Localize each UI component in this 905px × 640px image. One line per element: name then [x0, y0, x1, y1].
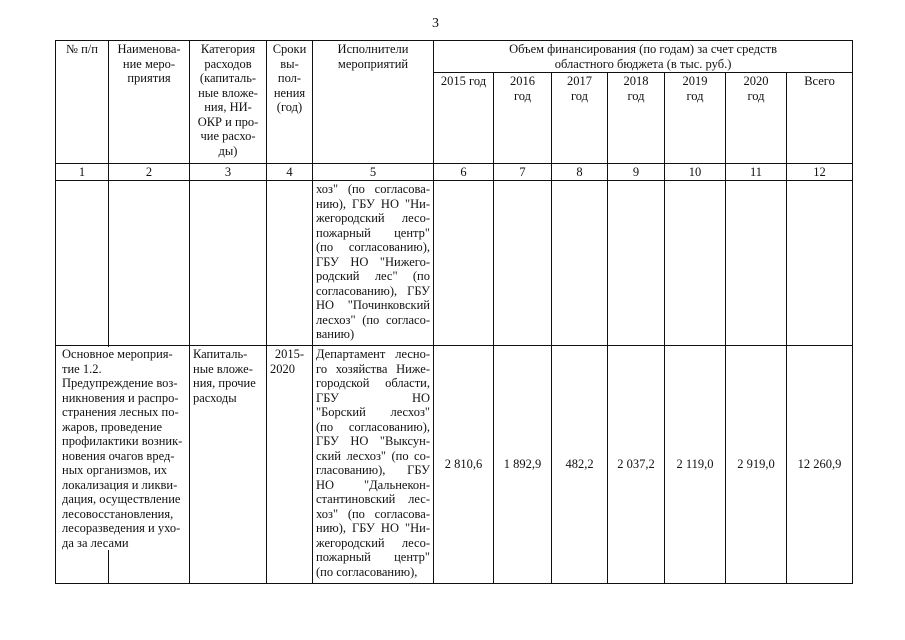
text-line: никновения и распро-	[62, 390, 179, 405]
text-line: стантиновский лес-	[316, 492, 430, 506]
column-index: 12	[787, 164, 853, 181]
value-2017: 482,2	[552, 346, 608, 584]
header-category: Категория расходов (капиталь- ные вложе- ния, НИ- ОКР и про- чие расхо- ды)	[190, 41, 267, 164]
funding-table	[55, 40, 853, 584]
text-line: ния, прочие	[193, 376, 256, 390]
text-line: 2015-	[274, 347, 305, 361]
column-index: 5	[313, 164, 434, 181]
value-2019: 2 119,0	[665, 346, 726, 584]
cell-empty	[552, 181, 608, 346]
column-index: 3	[190, 164, 267, 181]
text-line: жегородский лесо-	[316, 211, 430, 225]
table-row-main	[56, 346, 853, 584]
header-name: Наименова- ние меро- приятия	[109, 41, 190, 164]
execution-period	[267, 346, 313, 584]
column-index: 6	[434, 164, 494, 181]
text-line: гласованию), ГБУ	[316, 463, 430, 477]
text-line: расходы	[193, 390, 237, 405]
cell-empty	[434, 181, 494, 346]
header-year-2015: 2015 год	[434, 73, 494, 164]
text-line: профилактики возник-	[62, 434, 183, 448]
cell-empty	[787, 181, 853, 346]
column-index: 2	[109, 164, 190, 181]
text-line: хоз" (по согласова-	[316, 182, 430, 196]
cell-empty	[665, 181, 726, 346]
text-line: лесовосстановления,	[62, 506, 174, 521]
text-line: ГБУ НО	[316, 390, 430, 405]
text-line: Департамент лесно-	[316, 347, 430, 361]
column-index: 9	[608, 164, 665, 181]
text-line: хоз" (по согласова-	[316, 506, 430, 521]
text-line: го хозяйства Ниже-	[316, 361, 430, 376]
text-line: ГБУ НО "Нижего-	[316, 254, 430, 269]
column-index: 1	[56, 164, 109, 181]
text-line: "Борский лесхоз"	[316, 405, 430, 419]
text-line: да за лесами	[62, 535, 129, 550]
header-total: Всего	[787, 73, 853, 164]
text-line: тие 1.2.	[62, 361, 102, 376]
text-line: (по согласованию),	[316, 564, 418, 579]
text-line: жаров, проведение	[62, 419, 163, 434]
text-line: локализация и ликви-	[62, 477, 178, 492]
value-total: 12 260,9	[787, 346, 853, 584]
column-index-row	[56, 164, 853, 181]
text-line: НО "Починковский	[316, 298, 430, 312]
header-period: Сроки вы- пол- нения (год)	[267, 41, 313, 164]
text-line: родский лес" (по	[316, 269, 430, 283]
value-2016: 1 892,9	[494, 346, 552, 584]
header-year-2019: 2019 год	[665, 73, 726, 164]
text-line: НО "Дальнекон-	[316, 477, 430, 492]
cell-empty	[726, 181, 787, 346]
page-number: 3	[432, 16, 439, 31]
executors-continuation	[313, 181, 434, 346]
header-year-2016: 2016 год	[494, 73, 552, 164]
column-index: 11	[726, 164, 787, 181]
text-line: пожарный центр"	[316, 550, 430, 564]
cell-empty	[494, 181, 552, 346]
cell-empty	[109, 181, 190, 346]
table-row-continuation	[56, 181, 853, 346]
cell-empty	[608, 181, 665, 346]
text-line: ные вложе-	[193, 361, 253, 376]
activity-name	[62, 346, 190, 584]
text-line: ных организмов, их	[62, 463, 168, 477]
text-line: ГБУ НО "Выксун-	[316, 434, 430, 448]
header-funding: Объем финансирования (по годам) за счет средств областного бюджета (в тыс. руб.)	[434, 41, 853, 73]
text-line: Основное мероприя-	[62, 347, 173, 361]
text-line: (по согласованию),	[316, 419, 430, 434]
cell-empty	[190, 181, 267, 346]
text-line: ванию)	[316, 327, 355, 341]
executors-main	[313, 346, 434, 584]
header-row-1	[56, 41, 853, 73]
value-2020: 2 919,0	[726, 346, 787, 584]
text-line: Капиталь-	[193, 347, 248, 361]
header-year-2017: 2017 год	[552, 73, 608, 164]
text-line: городской области,	[316, 376, 430, 390]
cell-empty	[56, 181, 109, 346]
text-line: согласованию), ГБУ	[316, 283, 430, 298]
text-line: нию), ГБУ НО "Ни-	[316, 521, 430, 535]
header-year-2020: 2020 год	[726, 73, 787, 164]
header-number: № п/п	[56, 41, 109, 164]
header-executors: Исполнители мероприятий	[313, 41, 434, 164]
cell-empty	[267, 181, 313, 346]
text-line: (по согласованию),	[316, 240, 430, 254]
text-line: новения очагов вред-	[62, 448, 175, 463]
text-line: нию), ГБУ НО "Ни-	[316, 196, 430, 211]
text-line: жегородский лесо-	[316, 535, 430, 550]
column-index: 7	[494, 164, 552, 181]
text-line: 2020	[270, 361, 295, 376]
value-2015: 2 810,6	[434, 346, 494, 584]
text-line: пожарный центр"	[316, 225, 430, 240]
text-line: лесоразведения и ухо-	[62, 521, 181, 535]
header-year-2018: 2018 год	[608, 73, 665, 164]
text-line: ский лесхоз" (по со-	[316, 448, 430, 463]
column-index: 10	[665, 164, 726, 181]
value-2018: 2 037,2	[608, 346, 665, 584]
column-index: 4	[267, 164, 313, 181]
expense-category	[190, 346, 267, 584]
text-line: лесхоз" (по согласо-	[316, 312, 430, 327]
column-index: 8	[552, 164, 608, 181]
text-line: странения лесных по-	[62, 405, 179, 419]
text-line: дация, осуществление	[62, 492, 181, 506]
text-line: Предупреждение воз-	[62, 376, 178, 390]
